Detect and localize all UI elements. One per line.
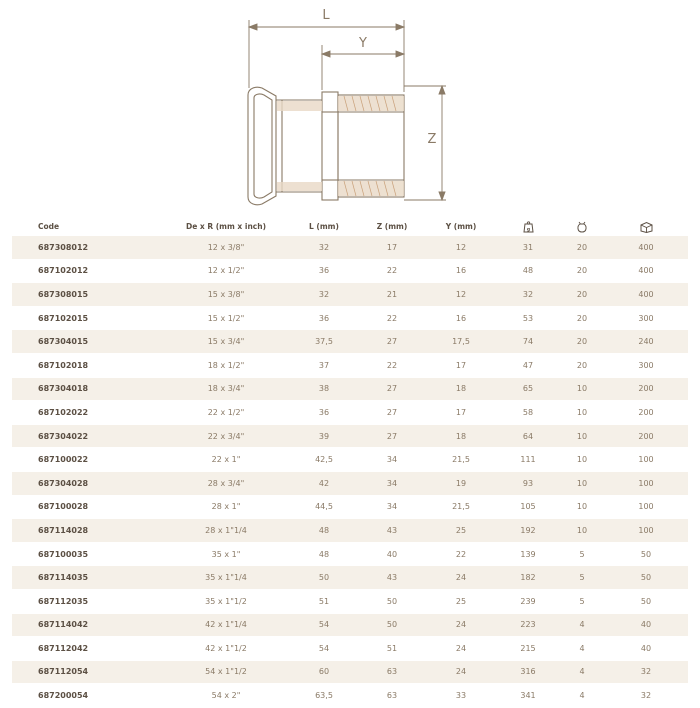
cell-l: 37,5 (290, 330, 358, 354)
cell-de-x-r: 28 x 1" (162, 495, 290, 519)
cell-code: 687308012 (12, 236, 162, 259)
table-row (12, 660, 688, 684)
cell-carton-qty: 50 (604, 589, 688, 613)
cell-weight: 341 (496, 684, 560, 708)
cell-code: 687200054 (12, 684, 162, 708)
cell-bag-qty: 10 (560, 519, 604, 543)
cell-y: 17 (426, 353, 496, 377)
cell-code: 687112054 (12, 660, 162, 684)
cell-y: 24 (426, 637, 496, 661)
cell-carton-qty: 100 (604, 495, 688, 519)
cell-de-x-r: 54 x 1"1/2 (162, 660, 290, 684)
cell-code: 687304018 (12, 377, 162, 401)
cell-weight: 111 (496, 448, 560, 472)
cell-weight: 93 (496, 471, 560, 495)
cell-carton-qty: 200 (604, 377, 688, 401)
table-row (12, 637, 688, 661)
cell-code: 687308015 (12, 283, 162, 307)
cell-l: 54 (290, 637, 358, 661)
cell-de-x-r: 35 x 1"1/2 (162, 589, 290, 613)
cell-de-x-r: 15 x 1/2" (162, 306, 290, 330)
cell-z: 22 (358, 306, 426, 330)
cell-bag-qty: 5 (560, 566, 604, 590)
table-row (12, 330, 688, 354)
cell-weight: 182 (496, 566, 560, 590)
cell-l: 48 (290, 542, 358, 566)
cell-de-x-r: 54 x 2" (162, 684, 290, 708)
dimension-y (322, 45, 404, 90)
cell-bag-qty: 5 (560, 542, 604, 566)
cell-code: 687304015 (12, 330, 162, 354)
cell-code: 687100022 (12, 448, 162, 472)
cell-weight: 47 (496, 353, 560, 377)
cell-bag-qty: 4 (560, 637, 604, 661)
cell-bag-qty: 20 (560, 236, 604, 259)
cell-carton-qty: 100 (604, 448, 688, 472)
cell-carton-qty: 400 (604, 236, 688, 259)
header-code: Code (38, 222, 60, 231)
cell-z: 63 (358, 684, 426, 708)
cell-y: 17 (426, 401, 496, 425)
cell-bag-qty: 4 (560, 613, 604, 637)
table-row (12, 377, 688, 401)
table-row (12, 684, 688, 708)
cell-carton-qty: 400 (604, 283, 688, 307)
cell-weight: 192 (496, 519, 560, 543)
cell-code: 687114028 (12, 519, 162, 543)
header-y: Y (mm) (445, 222, 477, 231)
header-l: L (mm) (309, 222, 339, 231)
cell-carton-qty: 300 (604, 353, 688, 377)
cell-weight: 58 (496, 401, 560, 425)
cell-z: 22 (358, 259, 426, 283)
table-row (12, 353, 688, 377)
cell-weight: 65 (496, 377, 560, 401)
cell-bag-qty: 10 (560, 424, 604, 448)
cell-l: 36 (290, 259, 358, 283)
dimension-l-label: L (322, 8, 330, 23)
cell-l: 44,5 (290, 495, 358, 519)
cell-de-x-r: 12 x 3/8" (162, 236, 290, 259)
cell-code: 687102012 (12, 259, 162, 283)
cell-l: 63,5 (290, 684, 358, 708)
cell-de-x-r: 35 x 1"1/4 (162, 566, 290, 590)
cell-y: 24 (426, 613, 496, 637)
cell-z: 22 (358, 353, 426, 377)
table-row (12, 306, 688, 330)
cell-bag-qty: 4 (560, 684, 604, 708)
table-row (12, 401, 688, 425)
header-bag (560, 217, 604, 236)
cell-weight: 53 (496, 306, 560, 330)
cell-l: 60 (290, 660, 358, 684)
cell-bag-qty: 4 (560, 660, 604, 684)
cell-weight: 105 (496, 495, 560, 519)
cell-carton-qty: 200 (604, 424, 688, 448)
cell-de-x-r: 18 x 1/2" (162, 353, 290, 377)
cell-bag-qty: 20 (560, 330, 604, 354)
cell-carton-qty: 100 (604, 519, 688, 543)
fitting-technical-drawing (0, 0, 700, 215)
cell-carton-qty: 400 (604, 259, 688, 283)
section-hatching (277, 96, 404, 196)
cell-z: 27 (358, 377, 426, 401)
table-body (12, 236, 688, 707)
cell-z: 40 (358, 542, 426, 566)
cell-l: 36 (290, 401, 358, 425)
cell-code: 687102015 (12, 306, 162, 330)
table-row (12, 566, 688, 590)
cell-z: 34 (358, 471, 426, 495)
cell-bag-qty: 5 (560, 589, 604, 613)
cell-z: 27 (358, 424, 426, 448)
cell-de-x-r: 18 x 3/4" (162, 377, 290, 401)
cell-l: 42 (290, 471, 358, 495)
cell-y: 18 (426, 377, 496, 401)
cell-z: 43 (358, 566, 426, 590)
cell-de-x-r: 28 x 3/4" (162, 471, 290, 495)
cell-code: 687114042 (12, 613, 162, 637)
dimension-y-label: Y (359, 36, 367, 51)
bag-icon (576, 221, 588, 233)
cell-carton-qty: 240 (604, 330, 688, 354)
table-row (12, 283, 688, 307)
table-row (12, 448, 688, 472)
cell-weight: 32 (496, 283, 560, 307)
cell-bag-qty: 20 (560, 283, 604, 307)
cell-bag-qty: 10 (560, 377, 604, 401)
table-row (12, 495, 688, 519)
dimension-z (404, 86, 446, 200)
cell-z: 27 (358, 330, 426, 354)
table-row (12, 542, 688, 566)
cell-de-x-r: 35 x 1" (162, 542, 290, 566)
table-row (12, 471, 688, 495)
cell-y: 21,5 (426, 448, 496, 472)
cell-de-x-r: 22 x 1" (162, 448, 290, 472)
cell-y: 21,5 (426, 495, 496, 519)
cell-y: 33 (426, 684, 496, 708)
table-header-row (12, 217, 688, 236)
cell-z: 63 (358, 660, 426, 684)
cell-weight: 31 (496, 236, 560, 259)
header-de-x-r: De x R (mm x inch) (186, 222, 266, 231)
cell-de-x-r: 15 x 3/4" (162, 330, 290, 354)
cell-bag-qty: 20 (560, 353, 604, 377)
cell-l: 50 (290, 566, 358, 590)
cell-carton-qty: 40 (604, 637, 688, 661)
cell-weight: 48 (496, 259, 560, 283)
cell-carton-qty: 32 (604, 684, 688, 708)
cell-y: 18 (426, 424, 496, 448)
cell-de-x-r: 12 x 1/2" (162, 259, 290, 283)
cell-bag-qty: 10 (560, 448, 604, 472)
cell-y: 24 (426, 660, 496, 684)
cell-carton-qty: 300 (604, 306, 688, 330)
cell-y: 19 (426, 471, 496, 495)
cell-de-x-r: 28 x 1"1/4 (162, 519, 290, 543)
table-row (12, 613, 688, 637)
cell-weight: 215 (496, 637, 560, 661)
cell-code: 687112042 (12, 637, 162, 661)
cell-de-x-r: 22 x 3/4" (162, 424, 290, 448)
cell-de-x-r: 15 x 3/8" (162, 283, 290, 307)
cell-z: 43 (358, 519, 426, 543)
cell-y: 17,5 (426, 330, 496, 354)
cell-y: 12 (426, 283, 496, 307)
cell-z: 51 (358, 637, 426, 661)
cell-l: 39 (290, 424, 358, 448)
cell-y: 16 (426, 259, 496, 283)
cell-bag-qty: 10 (560, 471, 604, 495)
cell-z: 27 (358, 401, 426, 425)
cell-y: 25 (426, 519, 496, 543)
cell-de-x-r: 42 x 1"1/4 (162, 613, 290, 637)
cell-bag-qty: 20 (560, 306, 604, 330)
cell-y: 24 (426, 566, 496, 590)
cell-carton-qty: 32 (604, 660, 688, 684)
table-row (12, 519, 688, 543)
dimension-z-label: Z (427, 132, 437, 147)
cell-z: 50 (358, 613, 426, 637)
cell-carton-qty: 200 (604, 401, 688, 425)
cell-l: 37 (290, 353, 358, 377)
cell-code: 687100028 (12, 495, 162, 519)
cell-carton-qty: 100 (604, 471, 688, 495)
cell-bag-qty: 10 (560, 495, 604, 519)
cell-y: 22 (426, 542, 496, 566)
header-z: Z (mm) (376, 222, 408, 231)
cell-y: 25 (426, 589, 496, 613)
svg-text:g: g (526, 226, 530, 232)
cell-l: 54 (290, 613, 358, 637)
cell-weight: 139 (496, 542, 560, 566)
cell-y: 16 (426, 306, 496, 330)
cell-code: 687114035 (12, 566, 162, 590)
cell-l: 36 (290, 306, 358, 330)
cell-z: 34 (358, 495, 426, 519)
table-row (12, 589, 688, 613)
table-row (12, 424, 688, 448)
header-weight (496, 217, 560, 236)
cell-code: 687100035 (12, 542, 162, 566)
cell-y: 12 (426, 236, 496, 259)
cell-carton-qty: 50 (604, 542, 688, 566)
table-row (12, 259, 688, 283)
header-carton (604, 217, 688, 236)
cell-carton-qty: 40 (604, 613, 688, 637)
weight-box-icon (523, 221, 534, 233)
cell-weight: 239 (496, 589, 560, 613)
cell-z: 17 (358, 236, 426, 259)
cell-z: 21 (358, 283, 426, 307)
cell-z: 50 (358, 589, 426, 613)
cell-code: 687102018 (12, 353, 162, 377)
cell-code: 687304022 (12, 424, 162, 448)
cell-weight: 74 (496, 330, 560, 354)
cell-z: 34 (358, 448, 426, 472)
cell-bag-qty: 10 (560, 401, 604, 425)
cell-de-x-r: 42 x 1"1/2 (162, 637, 290, 661)
cell-weight: 223 (496, 613, 560, 637)
cell-l: 51 (290, 589, 358, 613)
table-row (12, 236, 688, 259)
specification-table (12, 217, 688, 708)
cell-code: 687102022 (12, 401, 162, 425)
cell-carton-qty: 50 (604, 566, 688, 590)
cell-l: 38 (290, 377, 358, 401)
cell-l: 42,5 (290, 448, 358, 472)
carton-box-icon (640, 221, 653, 233)
cell-bag-qty: 20 (560, 259, 604, 283)
cell-l: 48 (290, 519, 358, 543)
cell-de-x-r: 22 x 1/2" (162, 401, 290, 425)
cell-l: 32 (290, 283, 358, 307)
cell-code: 687304028 (12, 471, 162, 495)
cell-weight: 64 (496, 424, 560, 448)
cell-code: 687112035 (12, 589, 162, 613)
cell-weight: 316 (496, 660, 560, 684)
cell-l: 32 (290, 236, 358, 259)
